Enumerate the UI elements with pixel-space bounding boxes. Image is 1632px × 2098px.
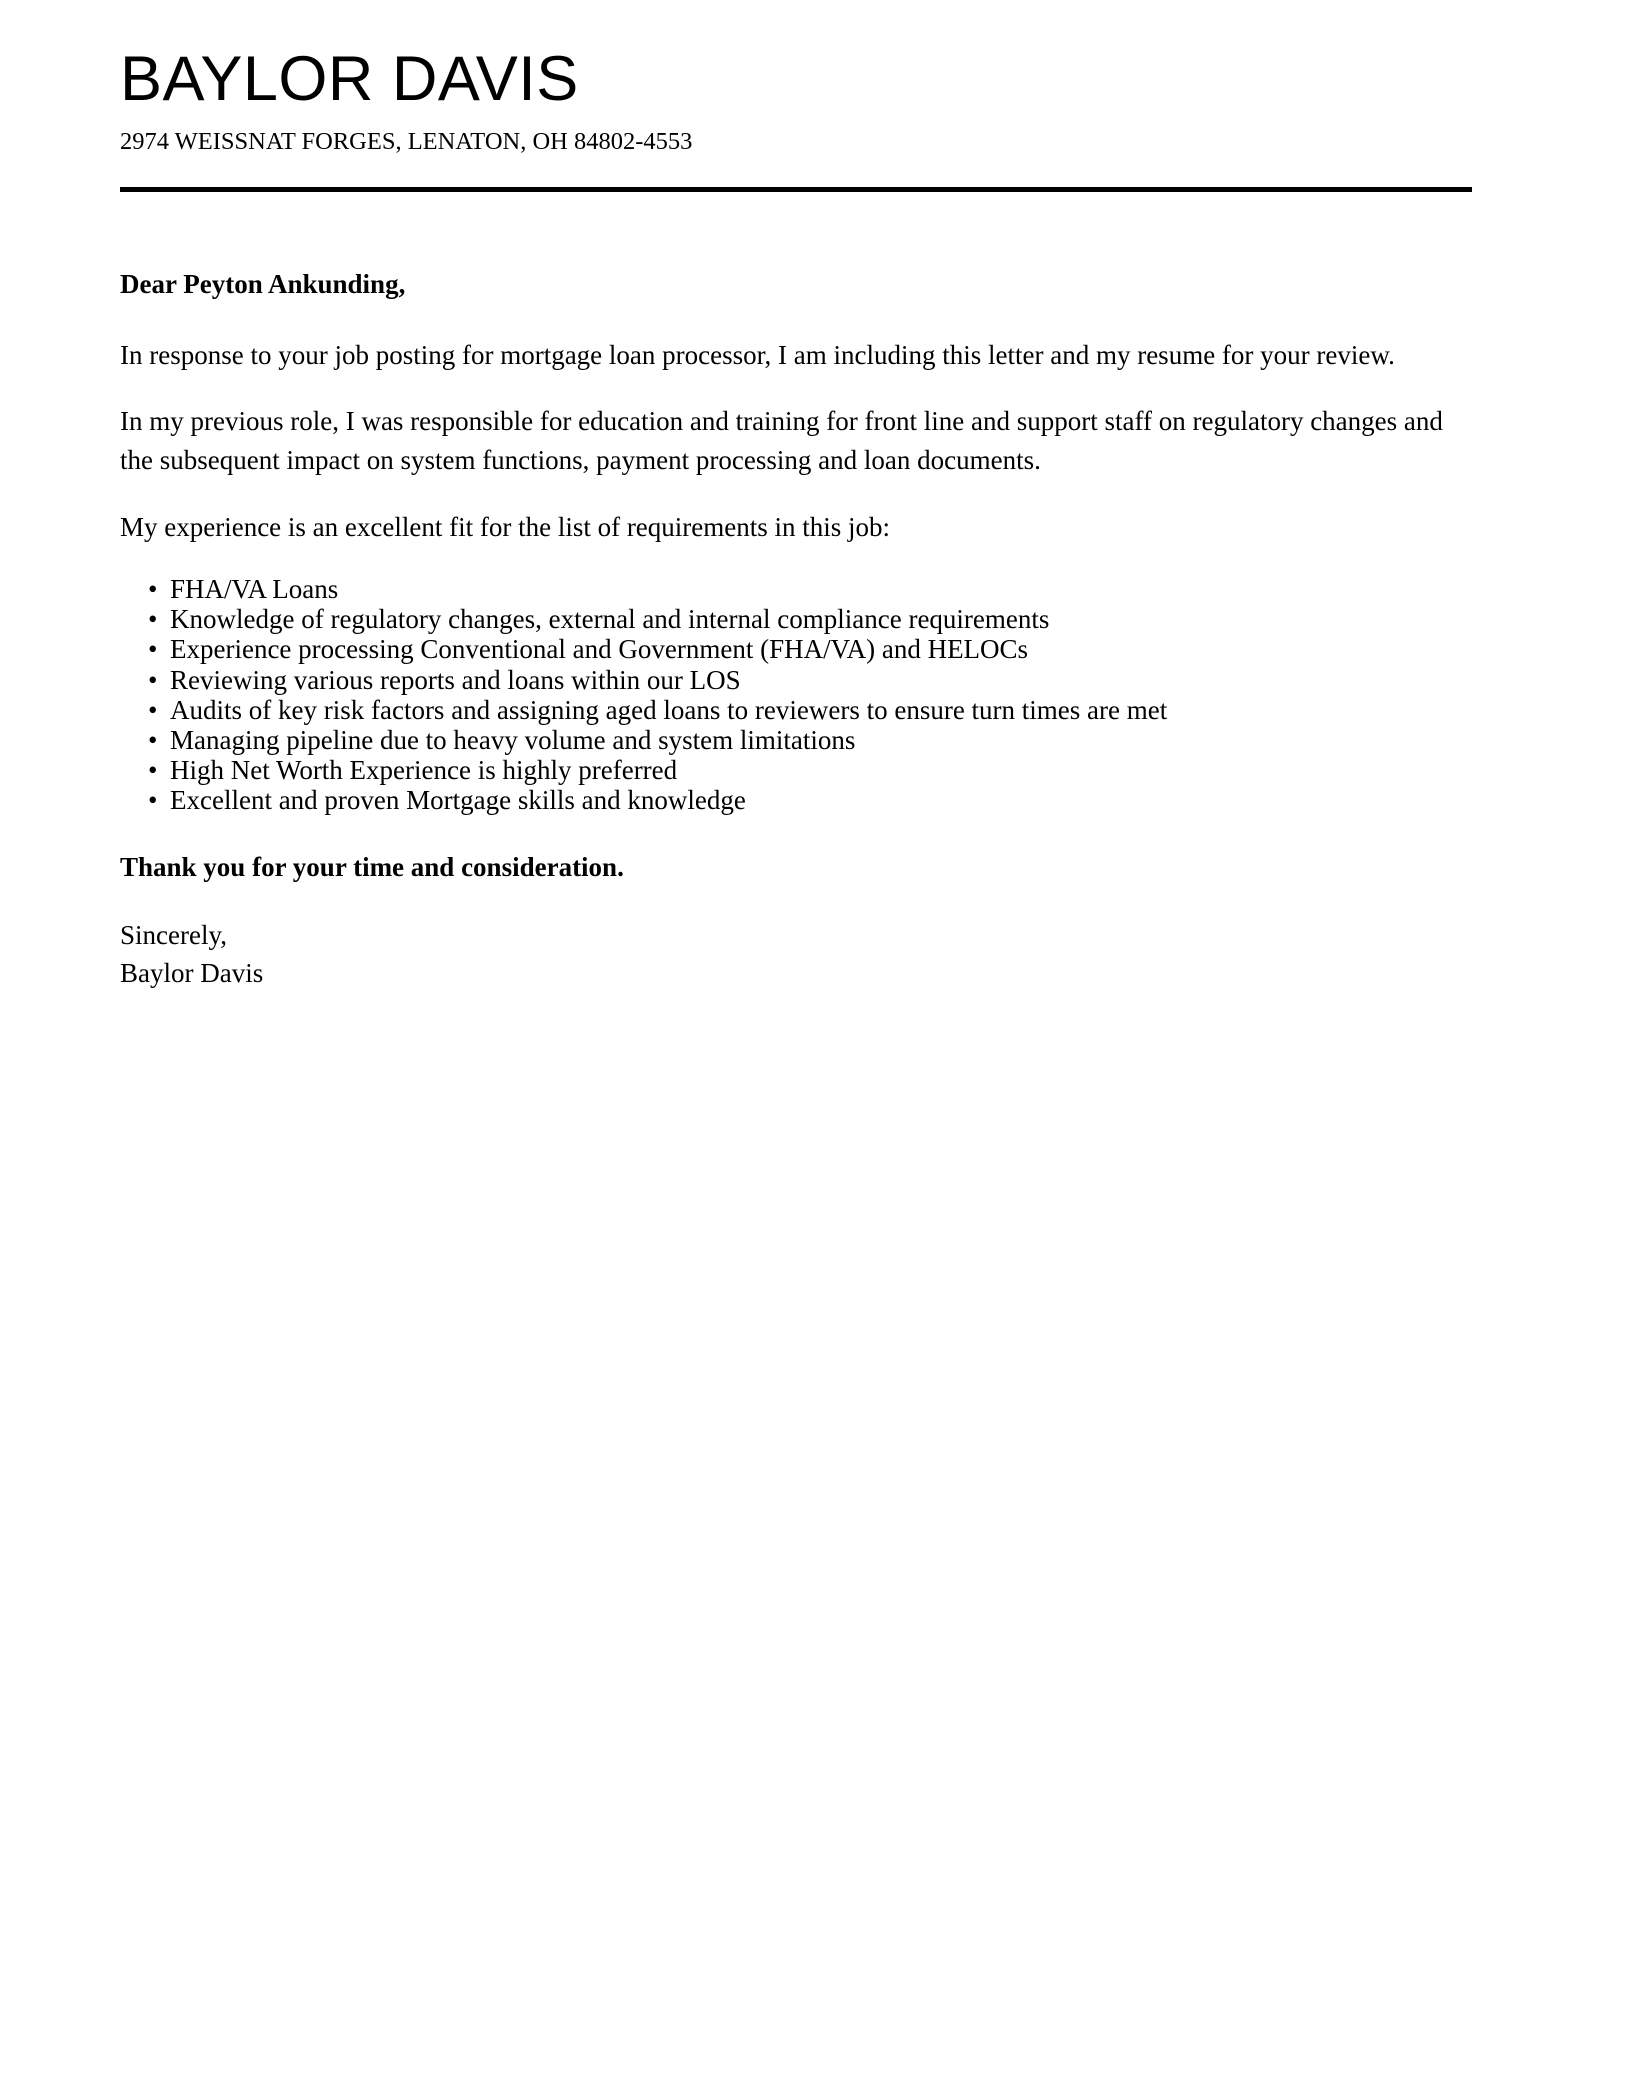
list-item-label: Managing pipeline due to heavy volume and system limitations [170,724,856,755]
page-content [120,0,1472,992]
bullet-icon: • [148,694,158,725]
bullet-icon: • [148,604,158,635]
letterhead [120,0,1472,192]
requirements-list [120,574,1472,815]
list-item-label: Experience processing Conventional and Government (FHA/VA) and HELOCs [170,634,1029,665]
applicant-address: 2974 WEISSNAT FORGES, LENATON, OH 84802-4553 [120,128,693,155]
list-item-label: High Net Worth Experience is highly preferred [170,754,678,785]
signoff-line: Sincerely, [120,920,227,951]
list-item-label: Reviewing various reports and loans within our LOS [170,664,741,695]
applicant-name: BAYLOR DAVIS [120,44,579,114]
list-item-label: Knowledge of regulatory changes, external and internal compliance requirements [170,604,1050,635]
bullet-icon: • [148,634,158,665]
list-item [120,665,1472,695]
signature-block [120,917,1472,992]
list-item [120,785,1472,815]
list-item-label: Excellent and proven Mortgage skills and knowledge [170,784,746,815]
list-item [120,634,1472,664]
list-item-label: Audits of key risk factors and assigning aged loans to reviewers to ensure turn times are met [170,694,1168,725]
body-paragraph-1: In response to your job posting for mortgage loan processor, I am including this letter and my resume for your review. [120,339,1395,370]
bullet-icon: • [148,664,158,695]
list-item [120,574,1472,604]
closing-statement: Thank you for your time and consideration. [120,852,624,883]
list-item [120,755,1472,785]
bullet-icon: • [148,754,158,785]
bullet-icon: • [148,574,158,605]
list-item [120,725,1472,755]
signature-name: Baylor Davis [120,957,264,988]
list-item [120,604,1472,634]
bullet-icon: • [148,784,158,815]
body-paragraph-3: My experience is an excellent fit for the list of requirements in this job: [120,511,891,542]
bullet-icon: • [148,724,158,755]
list-item [120,695,1472,725]
body-paragraph-2: In my previous role, I was responsible for education and training for front line and support staff on regulatory changes and the subsequent impact on system functions, payment processing and loan documents. [120,406,1443,476]
list-item-label: FHA/VA Loans [170,574,339,605]
salutation: Dear Peyton Ankunding, [120,269,406,300]
letter-body [120,192,1472,992]
